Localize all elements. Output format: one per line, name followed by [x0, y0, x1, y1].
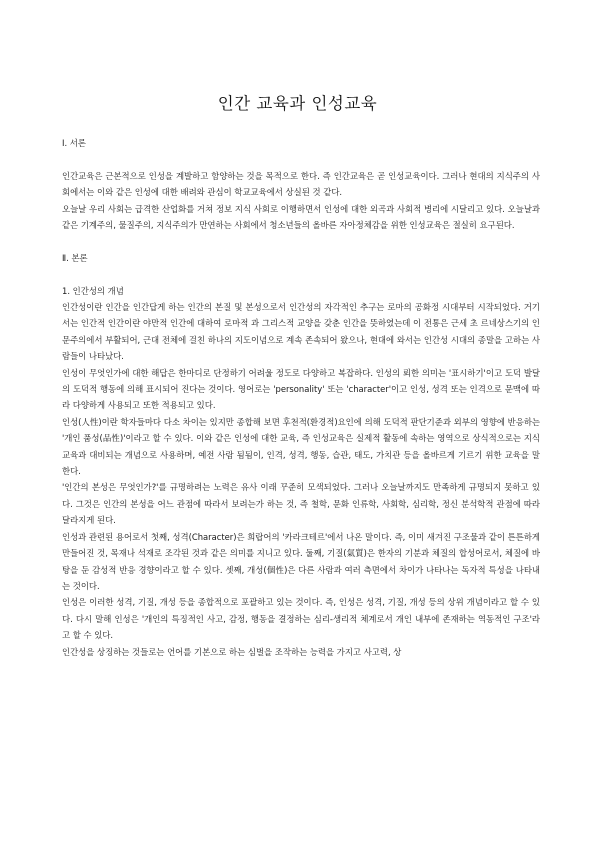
subsection-heading: 1. 인간성의 개념 [62, 285, 124, 296]
section-heading-main: Ⅱ. 본론 [62, 252, 88, 263]
document-body [62, 135, 540, 660]
body-paragraph: 인간성이란 인간을 인간답게 하는 인간의 본질 및 본성으로서 인간성의 자각적인 추구는 로마의 공화정 시대부터 시작되었다. 거기서는 인간적 인간이란 야만적 인간에 대하여 로마적 과 그리스적 교양을 갖춘 인간을 뜻하였는데 이 전통은 근세 초 르네상스기의 인문주의에서 부활되어, 근대 전체에 걸친 하나의 지도이념으로 계속 존속되어 왔으나, 현대에 와서는 인간성 시대의 종말을 고하는 사람들이 나타났다. [62, 302, 540, 362]
body-paragraph: 인성이 무엇인가에 대한 해답은 한마디로 단정하기 어려울 정도로 다양하고 복잡하다. 인성의 뢰한 의미는 '표시하기'이고 도덕 발달의 도덕적 행동에 의해 표시되어 진다는 것이다. 영어로는 'personality' 또는 'character'이고 인성, 성격 또는 인격으로 문맥에 따라 다양하게 사용되고 또한 적용되고 있다. [62, 367, 540, 411]
spacer [62, 151, 540, 167]
spacer [62, 233, 540, 249]
spacer [62, 266, 540, 282]
body-paragraph: 오늘날 우리 사회는 급격한 산업화를 거쳐 정보 지식 사회로 이행하면서 인성에 대한 외곡과 사회적 병리에 시달리고 있다. 오늘날과 같은 기계주의, 물질주의, 지식주의가 만연하는 사회에서 청소년들의 올바른 자아정체감을 위한 인성교육은 절실히 요구된다. [62, 203, 540, 231]
section-heading-introduction: Ⅰ. 서론 [62, 138, 86, 148]
body-paragraph: 인간교육은 근본적으로 인성을 계발하고 함양하는 것을 목적으로 한다. 즉 인간교육은 곧 인성교육이다. 그러나 현대의 지식주의 사회에서는 이와 같은 인성에 대한 배려와 관심이 학교교육에서 상실된 것 같다. [62, 170, 540, 198]
document-title: 인간 교육과 인성교육 [217, 94, 378, 113]
body-paragraph: 인성(人性)이란 학자들마다 다소 차이는 있지만 종합해 보면 후천적(환경적)요인에 의해 도덕적 판단기준과 외부의 영향에 반응하는 '개인 품성(品性)'이라고 할 수 있다. 이와 같은 인성에 대한 교육, 즉 인성교육은 실제적 활동에 속하는 영역으로 상식적으로는 지식교육과 대비되는 개념으로 사용하며, 예전 사람 됨됨이, 인격, 성격, 행동, 습관, 태도, 가치관 등을 올바르게 기르기 위한 교육을 말한다. [62, 416, 540, 477]
body-paragraph: '인간의 본성은 무엇인가?'를 규명하려는 노력은 유사 이래 꾸준히 모색되었다. 그러나 오늘날까지도 만족하게 규명되지 못하고 있다. 그것은 인간의 본성을 어느 관점에 따라서 보려는가 하는 것, 즉 철학, 문화 인류학, 사회학, 심리학, 정신 분석학적 관점에 따라 달라지게 된다. [62, 482, 540, 526]
body-paragraph: 인간성을 상징하는 것들로는 언어를 기본으로 하는 심벌을 조작하는 능력을 가지고 사고력, 상 [62, 646, 402, 657]
body-paragraph: 인성은 이러한 성격, 기질, 개성 등을 종합적으로 포괄하고 있는 것이다. 즉, 인성은 성격, 기질, 개성 등의 상위 개념이라고 할 수 있다. 다시 말해 인성은 '개인의 특징적인 사고, 감정, 행동을 결정하는 심리-생리적 체계로서 개인 내부에 존재하는 역동적인 구조'라고 할 수 있다. [62, 597, 540, 641]
body-paragraph: 인성과 관련된 용어로서 첫째, 성격(Character)은 희랍어의 '카라크테르'에서 나온 말이다. 즉, 이미 새겨진 구조물과 같이 튼튼하게 만들어진 것, 목재나 석재로 조각된 것과 같은 의미를 지니고 있다. 둘째, 기질(氣質)은 한자의 기분과 체질의 합성어로서, 체질에 바탕을 둔 감성적 반응 경향이라고 할 수 있다. 셋째, 개성(個性)은 다른 사람과 여러 측면에서 차이가 나타나는 독자적 특성을 나타내는 것이다. [62, 531, 540, 591]
